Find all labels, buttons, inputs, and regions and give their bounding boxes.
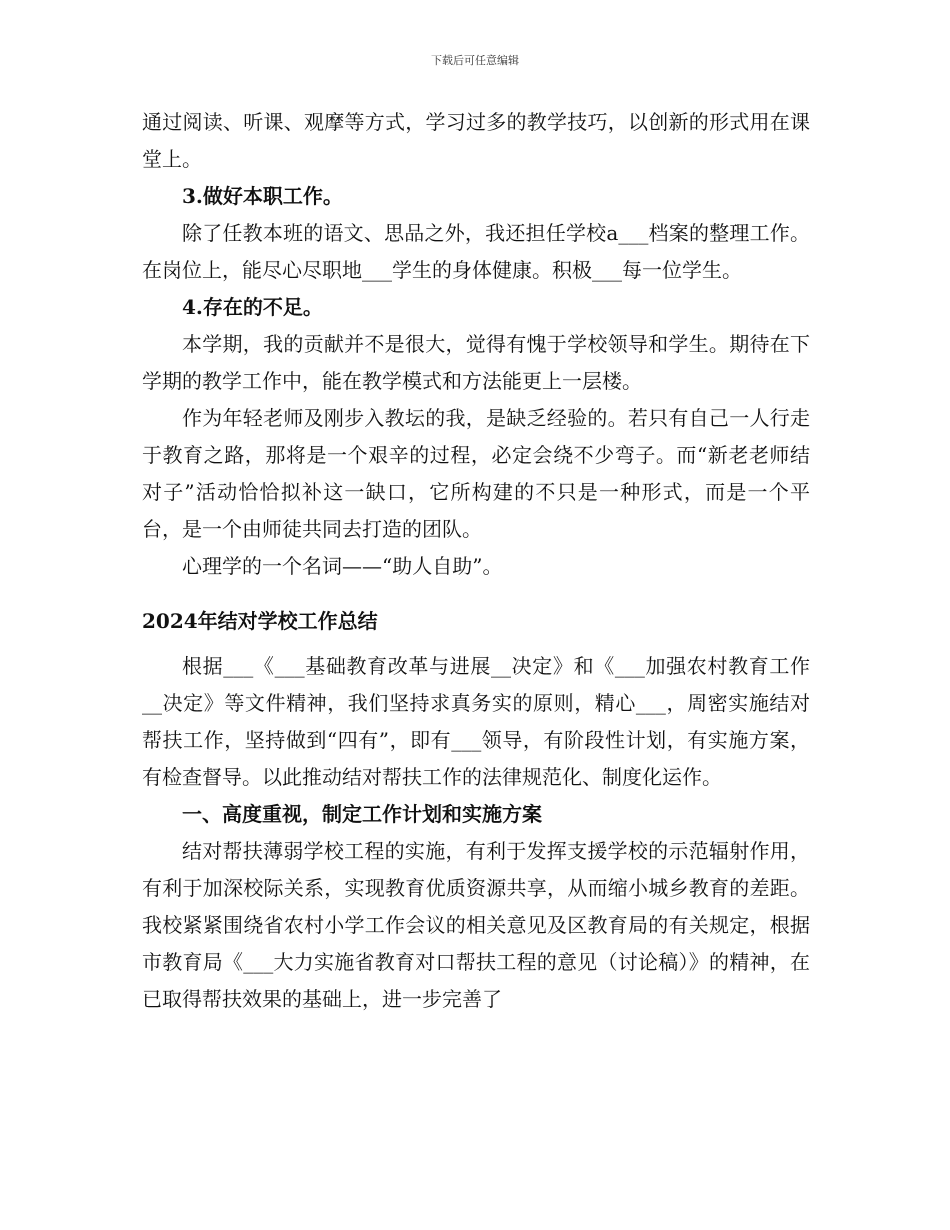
document-title: 2024年结对学校工作总结 <box>142 609 378 633</box>
paragraph: 本学期，我的贡献并不是很大，觉得有愧于学校领导和学生。期待在下学期的教学工作中，能在教学模式和方法能更上一层楼。 <box>142 332 810 393</box>
paragraph: 心理学的一个名词——“助人自助”。 <box>182 554 503 578</box>
paragraph: 除了任教本班的语文、思品之外，我还担任学校a___档案的整理工作。在岗位上，能尽心尽职地___学生的身体健康。积极___每一位学生。 <box>142 221 810 282</box>
section-heading: 4.存在的不足。 <box>182 295 323 319</box>
section-heading: 3.做好本职工作。 <box>182 184 343 208</box>
paragraph: 通过阅读、听课、观摩等方式，学习过多的教学技巧，以创新的形式用在课堂上。 <box>142 110 810 171</box>
page-header-note: 下载后可任意编辑 <box>431 54 519 67</box>
paragraph: 根据___《___基础教育改革与进展__决定》和《___加强农村教育工作__决定》等文件精神，我们坚持求真务实的原则，精心___，周密实施结对帮扶工作，坚持做到“四有”，即有___领导，有阶段性计划，有实施方案，有检查督导。以此推动结对帮扶工作的法律规范化、制度化运作。 <box>142 654 810 789</box>
document-body <box>142 104 810 1018</box>
section-heading: 一、高度重视，制定工作计划和实施方案 <box>182 802 542 826</box>
paragraph: 作为年轻老师及刚步入教坛的我，是缺乏经验的。若只有自己一人行走于教育之路，那将是一个艰辛的过程，必定会绕不少弯子。而“新老老师结对子”活动恰恰拟补这一缺口，它所构建的不只是一种形式，而是一个平台，是一个由师徒共同去打造的团队。 <box>142 406 810 541</box>
paragraph: 结对帮扶薄弱学校工程的实施，有利于发挥支援学校的示范辐射作用，有利于加深校际关系，实现教育优质资源共享，从而缩小城乡教育的差距。我校紧紧围绕省农村小学工作会议的相关意见及区教育局的有关规定，根据市教育局《___大力实施省教育对口帮扶工程的意见（讨论稿）》的精神，在已取得帮扶效果的基础上，进一步完善了 <box>142 839 810 1011</box>
